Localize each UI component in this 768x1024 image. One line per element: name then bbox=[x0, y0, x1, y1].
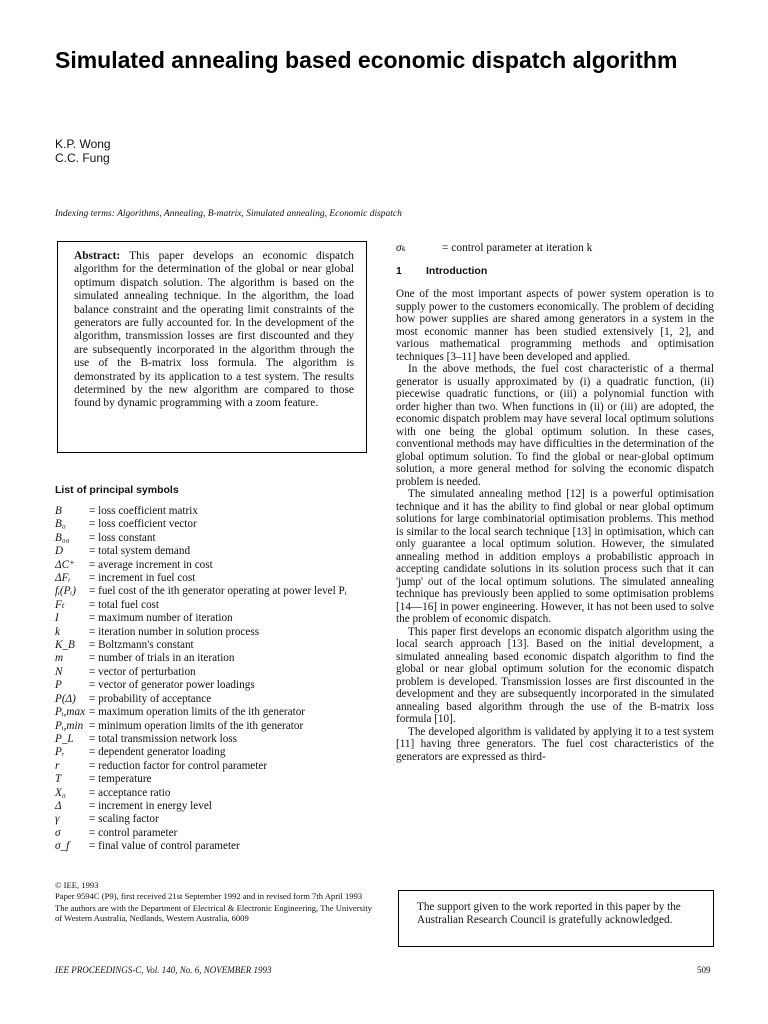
symbol-def: = scaling factor bbox=[89, 813, 159, 826]
symbol-def: = loss constant bbox=[89, 531, 156, 544]
symbol-def: = dependent generator loading bbox=[89, 746, 226, 759]
affiliation: The authors are with the Department of Electrical & Electronic Engineering, The University of Western Australia, Nedlands, Western Australia, 6009 bbox=[55, 902, 372, 924]
symbol-key: ΔC⁺ bbox=[55, 558, 75, 571]
paper-title: Simulated annealing based economic dispatch algorithm bbox=[55, 47, 678, 73]
author: C.C. Fung bbox=[55, 151, 110, 165]
symbol-key: γ bbox=[55, 813, 60, 826]
section-heading bbox=[396, 265, 487, 277]
symbol-row bbox=[55, 720, 377, 733]
symbol-key: N bbox=[55, 665, 63, 678]
symbol-row bbox=[55, 652, 377, 665]
symbol-row bbox=[55, 639, 377, 652]
symbol-row bbox=[55, 666, 377, 679]
symbol-def: = maximum operation limits of the ith generator bbox=[89, 706, 306, 719]
symbol-row bbox=[55, 706, 377, 719]
symbol-key: I bbox=[55, 612, 59, 625]
symbol-key: Pᵢ,max bbox=[55, 706, 86, 719]
section-title: Introduction bbox=[426, 265, 488, 277]
symbol-row bbox=[55, 585, 377, 598]
symbol-row bbox=[55, 746, 377, 759]
paragraph: This paper first develops an economic dispatch algorithm using the local search approach [13]. Based on the initial development, a simulated annealing based economic dispatch algorithm to find the global or near global optimum solution for the economic dispatch problem is developed. Transmission losses are first discounted in the development and they are subsequently incorporated in the simulated annealing based algorithm through the use of the B-matrix loss formula [10]. bbox=[396, 625, 714, 725]
symbol-def: = control parameter bbox=[89, 826, 178, 839]
symbol-key: X₀ bbox=[55, 786, 66, 799]
sigma-k-symbol bbox=[396, 240, 592, 254]
symbol-key: σ_f bbox=[55, 840, 70, 853]
copyright: © IEE, 1993 bbox=[55, 880, 99, 890]
symbol-row bbox=[55, 760, 377, 773]
symbol-key: B₀ bbox=[55, 518, 66, 531]
symbol-def: = vector of perturbation bbox=[89, 665, 196, 678]
authors bbox=[55, 137, 111, 165]
symbol-row bbox=[55, 599, 377, 612]
symbol-def: = control parameter at iteration k bbox=[442, 242, 593, 254]
symbol-row bbox=[55, 518, 377, 531]
symbol-def: = vector of generator power loadings bbox=[89, 679, 255, 692]
symbol-def: = acceptance ratio bbox=[89, 786, 171, 799]
symbol-key: B₀₀ bbox=[55, 531, 70, 544]
symbol-key: T bbox=[55, 773, 62, 786]
symbol-row bbox=[55, 813, 377, 826]
symbol-def: = minimum operation limits of the ith generator bbox=[89, 719, 304, 732]
symbol-key: k bbox=[55, 625, 60, 638]
symbol-row bbox=[55, 733, 377, 746]
symbol-row bbox=[55, 545, 377, 558]
symbol-def: = total transmission network loss bbox=[89, 732, 238, 745]
paper-info: Paper 9594C (P9), first received 21st September 1992 and in revised form 7th April 1993 bbox=[55, 891, 363, 902]
symbol-key: Pᵢ,min bbox=[55, 719, 84, 732]
symbol-row bbox=[55, 626, 377, 639]
symbol-key: Fₜ bbox=[55, 598, 65, 611]
symbol-key: σ bbox=[55, 826, 61, 839]
symbol-def: = Boltzmann's constant bbox=[89, 639, 194, 652]
symbol-def: = final value of control parameter bbox=[89, 840, 240, 853]
symbol-key: ΔFᵢ bbox=[55, 572, 71, 585]
symbol-key: r bbox=[55, 759, 60, 772]
symbol-key: K_B bbox=[55, 639, 75, 652]
symbol-key: D bbox=[55, 545, 64, 558]
symbol-row bbox=[55, 532, 377, 545]
symbols-heading: List of principal symbols bbox=[55, 484, 179, 496]
symbol-row bbox=[55, 612, 377, 625]
symbol-row bbox=[55, 572, 377, 585]
symbol-key: P(Δ) bbox=[55, 692, 76, 705]
symbol-row bbox=[55, 559, 377, 572]
symbol-def: = total system demand bbox=[89, 545, 191, 558]
footnote bbox=[55, 880, 373, 925]
introduction-body bbox=[396, 288, 714, 763]
journal-citation: IEE PROCEEDINGS-C, Vol. 140, No. 6, NOVEMBER 1993 bbox=[55, 965, 272, 975]
abstract-label: Abstract: bbox=[74, 250, 121, 262]
symbol-key: fᵢ(Pᵢ) bbox=[55, 585, 76, 598]
section-number: 1 bbox=[396, 265, 402, 277]
symbol-key: σₖ bbox=[396, 242, 406, 254]
indexing-terms: Indexing terms: Algorithms, Annealing, B-matrix, Simulated annealing, Economic dispatch bbox=[55, 209, 402, 219]
symbol-def: = fuel cost of the ith generator operating at power level Pᵢ bbox=[89, 585, 347, 598]
symbol-def: = iteration number in solution process bbox=[89, 625, 260, 638]
symbol-row bbox=[55, 787, 377, 800]
symbol-def: = total fuel cost bbox=[89, 598, 159, 611]
symbol-def: = probability of acceptance bbox=[89, 692, 212, 705]
symbol-def: = number of trials in an iteration bbox=[89, 652, 235, 665]
symbol-key: B bbox=[55, 505, 62, 517]
symbol-key: Δ bbox=[55, 799, 62, 812]
symbol-row bbox=[55, 800, 377, 813]
symbol-row bbox=[55, 827, 377, 840]
symbol-key: Pᵣ bbox=[55, 746, 65, 759]
symbol-row bbox=[55, 773, 377, 786]
symbol-def: = increment in energy level bbox=[89, 799, 212, 812]
paragraph: In the above methods, the fuel cost characteristic of a thermal generator is usually approximated by (i) a quadratic function, (ii) piecewise quadratic functions, or (iii) a polynomial function with order higher than two. When functions in (ii) or (iii) are adopted, the economic dispatch problem may have several local optimum solutions with one being the global optimum solution. In these cases, conventional methods may have difficulties in the determination of the global optimum solution. To find the global or near-global optimum solution, a more general method for solving the economic dispatch problem is needed. bbox=[396, 363, 714, 488]
symbols-list bbox=[55, 505, 377, 854]
symbol-key: m bbox=[55, 652, 64, 665]
symbol-row bbox=[55, 840, 377, 853]
paragraph: The simulated annealing method [12] is a powerful optimisation technique and it has the ability to find global or near global optimum solutions for large combinatorial optimisation problems. This method is similar to the local search technique [13] in optimisation, which can only guarantee a local optimum solution. However, the simulated annealing method in addition employs a probabilistic approach in accepting candidate solutions in its solution process such that it can 'jump' out of the local optimum solutions. The simulated annealing technique has previously been applied to some optimisation problems [14—16] in power engineering. However, it has not been used to solve the problem of economic dispatch. bbox=[396, 488, 714, 625]
symbol-def: = temperature bbox=[89, 773, 152, 786]
page-number: 509 bbox=[697, 965, 711, 975]
symbol-row bbox=[55, 679, 377, 692]
symbol-key: P bbox=[55, 679, 62, 692]
symbol-def: = reduction factor for control parameter bbox=[89, 759, 268, 772]
symbol-def: = loss coefficient matrix bbox=[89, 505, 198, 517]
symbol-row bbox=[55, 505, 377, 518]
symbol-def: = maximum number of iteration bbox=[89, 612, 233, 625]
symbol-key: P_L bbox=[55, 732, 74, 745]
symbol-def: = average increment in cost bbox=[89, 558, 213, 571]
author: K.P. Wong bbox=[55, 137, 111, 151]
symbol-row bbox=[55, 693, 377, 706]
symbol-def: = increment in fuel cost bbox=[89, 572, 196, 585]
abstract-box bbox=[57, 241, 367, 453]
abstract-text: This paper develops an economic dispatch algorithm for the determination of the global or near global optimum dispatch solution. The algorithm is based on the simulated annealing technique. In the algorithm, the load balance constraint and the operating limit constraints of the generators are fully accounted for. In the development of the algorithm, transmission losses are first discounted and they are subsequently incorporated in the algorithm through the use of the B-matrix loss formula. The algorithm is demonstrated by its application to a test system. The results determined by the new algorithm are compared to those found by dynamic programming with a zoom feature. bbox=[74, 250, 354, 410]
paragraph: The developed algorithm is validated by applying it to a test system [11] having three generators. The fuel cost characteristics of the generators are expressed as third- bbox=[396, 725, 714, 763]
support-note: The support given to the work reported in this paper by the Australian Research Council is gratefully acknowledged. bbox=[398, 890, 714, 947]
symbol-def: = loss coefficient vector bbox=[89, 518, 197, 531]
paragraph: One of the most important aspects of power system operation is to supply power to the customers economically. The problem of deciding how power supplies are shared among generators in a system in the most economic manner has been studied extensively [1, 2], and various mathematical programming methods and optimisation techniques [3–11] have been developed and applied. bbox=[396, 288, 714, 363]
